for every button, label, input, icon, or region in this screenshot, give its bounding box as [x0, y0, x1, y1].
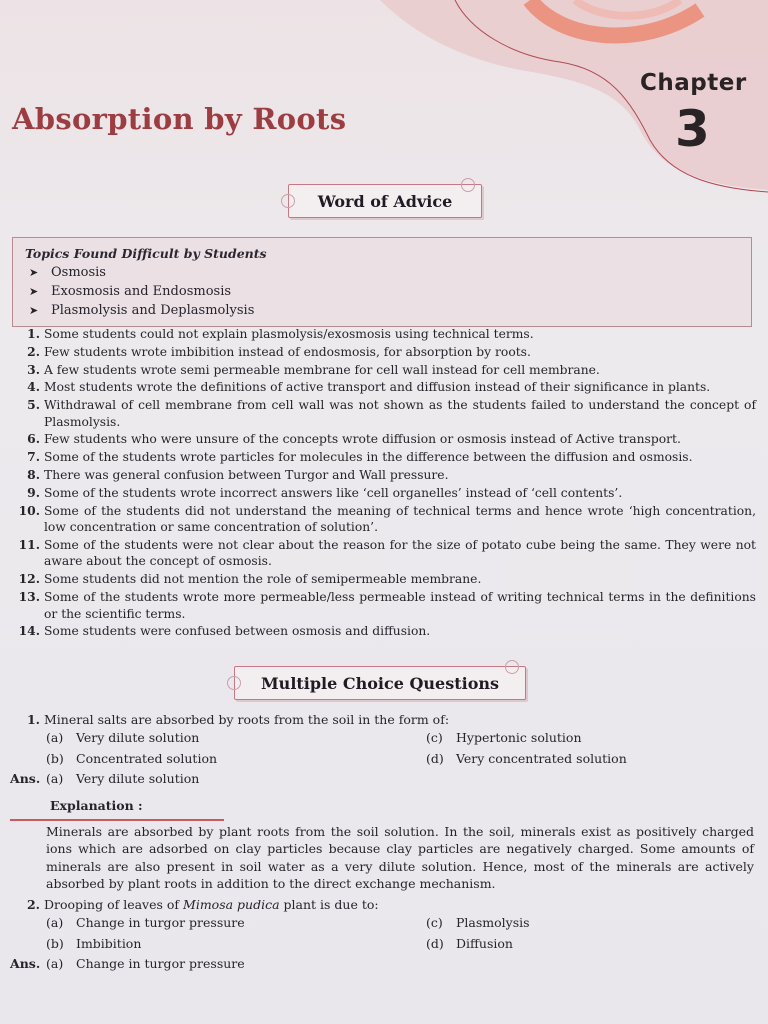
option: (b) Imbibition	[46, 936, 142, 951]
advice-item: 10. Some of the students did not understand the meaning of technical terms and hence wrote ‘high concentration, low concentration or same concentration of solution’.	[18, 502, 756, 535]
topic-item: ➤ Exosmosis and Endosmosis	[29, 284, 232, 299]
advice-item: 12. Some students did not mention the role of semipermeable membrane.	[18, 571, 482, 587]
topics-title: Topics Found Difficult by Students	[25, 246, 267, 261]
advice-item: 14. Some students were confused between osmosis and diffusion.	[18, 623, 431, 639]
advice-list	[10, 326, 756, 641]
advice-item: 8. There was general confusion between Turgor and Wall pressure.	[27, 467, 449, 483]
advice-item: 9. Some of the students wrote incorrect answers like ‘cell organelles’ instead of ‘cell contents’.	[27, 484, 623, 500]
topic-item: ➤ Osmosis	[29, 265, 106, 280]
heading-hook-decoration	[227, 676, 241, 690]
advice-item: 3. A few students wrote semi permeable membrane for cell wall instead for cell membrane.	[27, 361, 600, 377]
advice-item: 4. Most students wrote the definitions of active transport and diffusion instead of their significance in plants.	[27, 379, 711, 395]
advice-item: 13. Some of the students wrote more permeable/less permeable instead of writing technical terms in the definitions or the scientific terms.	[18, 589, 756, 621]
question-text: Mineral salts are absorbed by roots from the soil in the form of:	[44, 712, 450, 727]
heading-hook-decoration	[461, 178, 475, 192]
advice-item: 7. Some of the students wrote particles for molecules in the difference between the diffusion and osmosis.	[27, 449, 693, 465]
arrow-bullet-icon: ➤	[29, 304, 39, 317]
explanation-text: Minerals are absorbed by plant roots from the soil solution. In the soil, minerals exist as positively charged ions which are adsorbed on clay particles because clay particles are negatively charged. Some amounts of minerals are also present in soil water as a very dilute solution. Hence, most of the minerals are actively absorbed by plant roots in addition to the direct exchange mechanism.	[46, 824, 754, 892]
word-of-advice-label: Word of Advice	[317, 191, 453, 211]
chapter-corner-decoration	[0, 0, 768, 200]
mcq-question-1: 1. Mineral salts are absorbed by roots from the soil in the form of: (a) Very dilute solution (c) Hypertonic solution (b) Concentrated solution (d) Very concentrated solution Ans. (a) Very dilute solution	[10, 711, 756, 788]
option: (d) Very concentrated solution	[426, 751, 627, 766]
chapter-label: Chapter	[640, 70, 747, 96]
difficult-topics-box	[12, 237, 752, 327]
question-text: Drooping of leaves of Mimosa pudica plant is due to:	[44, 897, 379, 912]
option: (d) Diffusion	[426, 936, 513, 951]
heading-hook-decoration	[505, 660, 519, 674]
option: (c) Plasmolysis	[426, 915, 530, 930]
heading-hook-decoration	[281, 194, 295, 208]
option: (a) Change in turgor pressure	[46, 915, 245, 930]
arrow-bullet-icon: ➤	[29, 285, 39, 298]
mcq-heading-label: Multiple Choice Questions	[260, 673, 500, 693]
explanation-underline	[10, 819, 224, 821]
explanation-label: Explanation :	[50, 798, 143, 813]
arrow-bullet-icon: ➤	[29, 266, 39, 279]
mcq-question-2: 2. Drooping of leaves of Mimosa pudica plant is due to: (a) Change in turgor pressure (c) Plasmolysis (b) Imbibition (d) Diffusion Ans. (a) Change in turgor pressure	[10, 896, 756, 973]
page-title: Absorption by Roots	[12, 102, 347, 136]
advice-item: 5. Withdrawal of cell membrane from cell wall was not shown as the students failed to understand the concept of Plasmolysis.	[27, 397, 756, 429]
option: (c) Hypertonic solution	[426, 730, 582, 745]
answer-line: Ans. (a) Change in turgor pressure	[10, 956, 245, 971]
advice-item: 11. Some of the students were not clear about the reason for the size of potato cube being the same. They were not aware about the concept of osmosis.	[18, 536, 756, 569]
option: (a) Very dilute solution	[46, 730, 200, 745]
advice-item: 2. Few students wrote imbibition instead of endosmosis, for absorption by roots.	[27, 343, 531, 359]
mcq-heading	[234, 666, 526, 700]
answer-line: Ans. (a) Very dilute solution	[10, 771, 200, 786]
advice-item: 6. Few students who were unsure of the concepts wrote diffusion or osmosis instead of Active transport.	[27, 431, 681, 447]
advice-item: 1. Some students could not explain plasmolysis/exosmosis using technical terms.	[27, 326, 534, 341]
option: (b) Concentrated solution	[46, 751, 218, 766]
options-grid	[10, 729, 756, 768]
chapter-number: 3	[675, 100, 710, 158]
topic-item: ➤ Plasmolysis and Deplasmolysis	[29, 303, 255, 318]
word-of-advice-heading	[288, 184, 482, 218]
options-grid	[10, 914, 756, 953]
